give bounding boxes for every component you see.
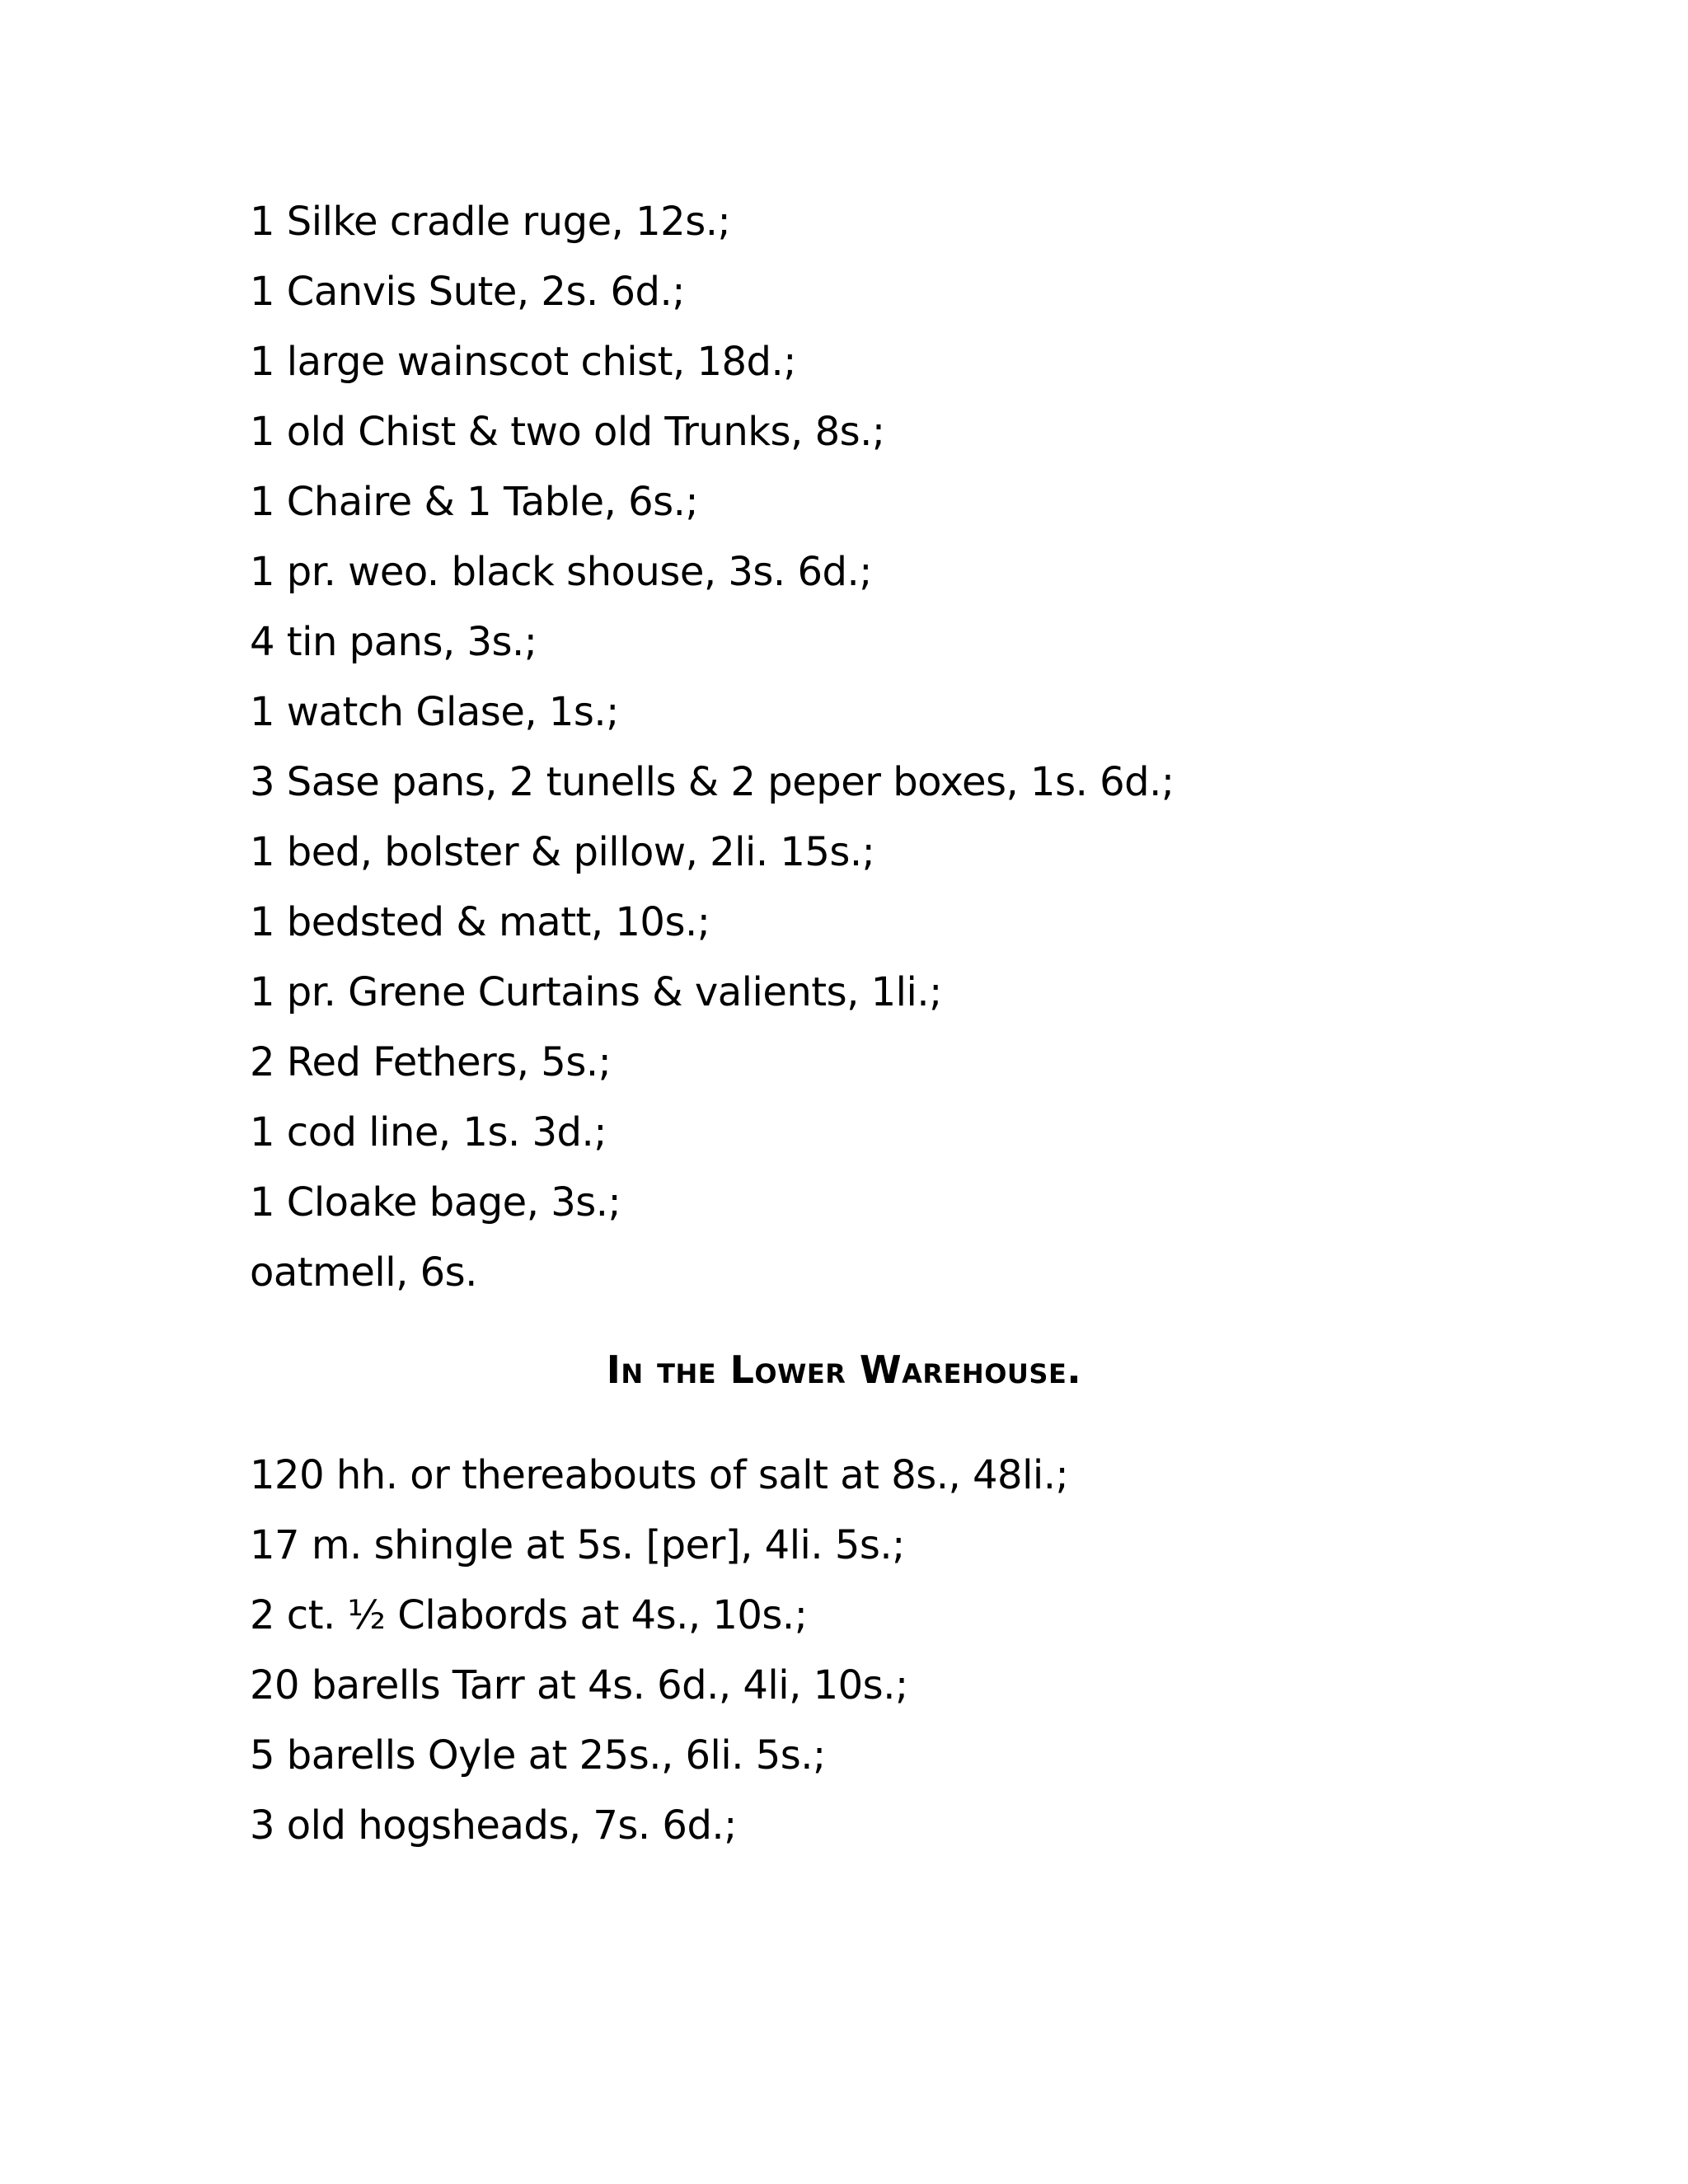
inventory-list-lower [250, 1441, 1068, 1861]
list-item: 1 old Chist & two old Trunks, 8s.; [250, 409, 885, 455]
inventory-list-upper [250, 187, 1175, 1308]
list-item: 1 Chaire & 1 Table, 6s.; [250, 479, 699, 525]
list-item: 4 tin pans, 3s.; [250, 619, 537, 665]
list-item: 1 large wainscot chist, 18d.; [250, 339, 796, 385]
list-item: 20 barells Tarr at 4s. 6d., 4li, 10s.; [250, 1662, 908, 1708]
list-item: 2 Red Fethers, 5s.; [250, 1039, 612, 1085]
list-item: 1 pr. Grene Curtains & valients, 1li.; [250, 969, 942, 1015]
list-item: 1 watch Glase, 1s.; [250, 689, 619, 735]
list-item: 3 Sase pans, 2 tunells & 2 peper boxes, 1s. 6d.; [250, 759, 1175, 805]
list-item: 1 bedsted & matt, 10s.; [250, 899, 710, 945]
section-heading: In the Lower Warehouse. [606, 1347, 1082, 1392]
list-item: 120 hh. or thereabouts of salt at 8s., 48li.; [250, 1452, 1069, 1498]
list-item: 1 bed, bolster & pillow, 2li. 15s.; [250, 829, 875, 875]
list-item: 1 pr. weo. black shouse, 3s. 6d.; [250, 549, 872, 595]
list-item: 1 cod line, 1s. 3d.; [250, 1109, 607, 1155]
list-item: 1 Silke cradle ruge, 12s.; [250, 199, 731, 245]
list-item: 5 barells Oyle at 25s., 6li. 5s.; [250, 1732, 826, 1779]
list-item: 2 ct. ½ Clabords at 4s., 10s.; [250, 1592, 808, 1638]
list-item: oatmell, 6s. [250, 1249, 477, 1296]
list-item: 17 m. shingle at 5s. [per], 4li. 5s.; [250, 1522, 905, 1568]
list-item: 1 Cloake bage, 3s.; [250, 1179, 621, 1226]
list-item: 1 Canvis Sute, 2s. 6d.; [250, 269, 685, 315]
list-item: 3 old hogsheads, 7s. 6d.; [250, 1802, 737, 1849]
